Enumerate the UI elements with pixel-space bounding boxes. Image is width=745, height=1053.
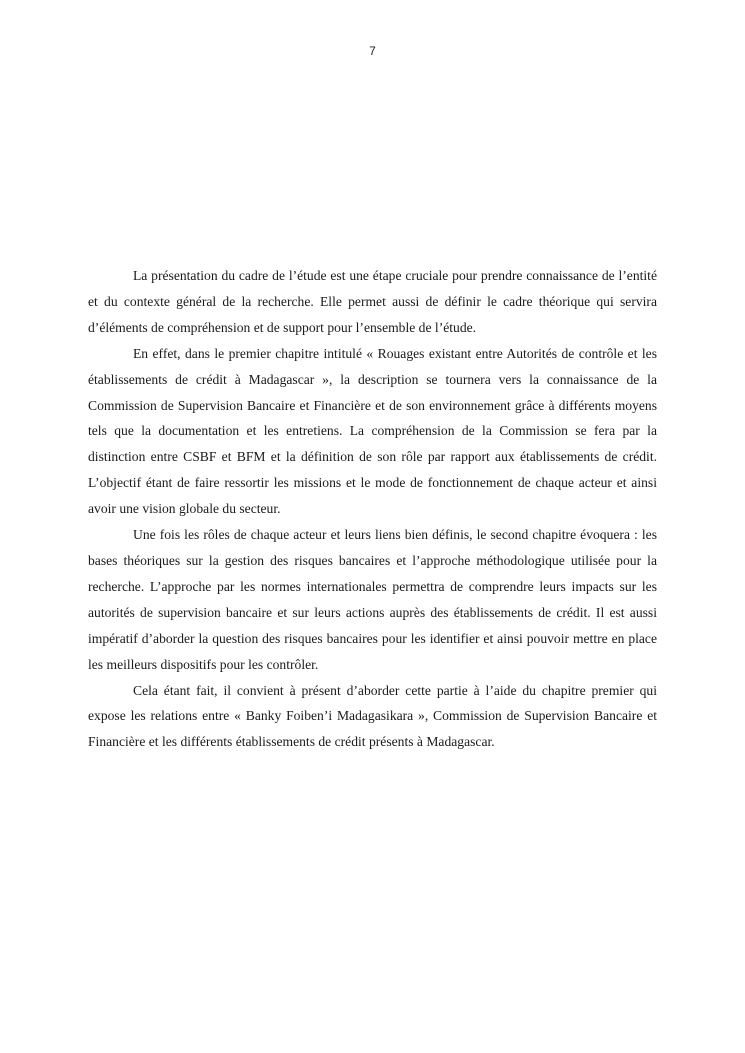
paragraph-second-chapter: Une fois les rôles de chaque acteur et leurs liens bien définis, le second chapitre évoquera : les bases théoriques sur la gestion des risques bancaires et l’approche méthodologique utilisée pour la recherche. L’approche par les normes internationales permettra de comprendre leurs impacts sur les autorités de supervision bancaire et sur leurs actions auprès des établissements de crédit. Il est aussi impératif d’aborder la question des risques bancaires pour les identifier et ainsi pouvoir mettre en place les meilleurs dispositifs pour les contrôler.: [88, 527, 657, 672]
document-body: [88, 263, 657, 755]
page-number: 7: [369, 44, 376, 58]
paragraph-conclusion: Cela étant fait, il convient à présent d’aborder cette partie à l’aide du chapitre premier qui expose les relations entre « Banky Foiben’i Madagasikara », Commission de Supervision Bancaire et Financière et les différents établissements de crédit présents à Madagascar.: [88, 682, 657, 750]
paragraph-first-chapter: En effet, dans le premier chapitre intitulé « Rouages existant entre Autorités de contrôle et les établissements de crédit à Madagascar », la description se tournera vers la connaissance de la Commission de Supervision Bancaire et Financière et de son environnement grâce à différents moyens tels que la documentation et les entretiens. La compréhension de la Commission se fera par la distinction entre CSBF et BFM et la définition de son rôle par rapport aux établissements de crédit. L’objectif étant de faire ressortir les missions et le mode de fonctionnement de chaque acteur et ainsi avoir une vision globale du secteur.: [88, 345, 657, 517]
paragraph-introduction: La présentation du cadre de l’étude est une étape cruciale pour prendre connaissance de l’entité et du contexte général de la recherche. Elle permet aussi de définir le cadre théorique qui servira d’éléments de compréhension et de support pour l’ensemble de l’étude.: [88, 268, 657, 335]
